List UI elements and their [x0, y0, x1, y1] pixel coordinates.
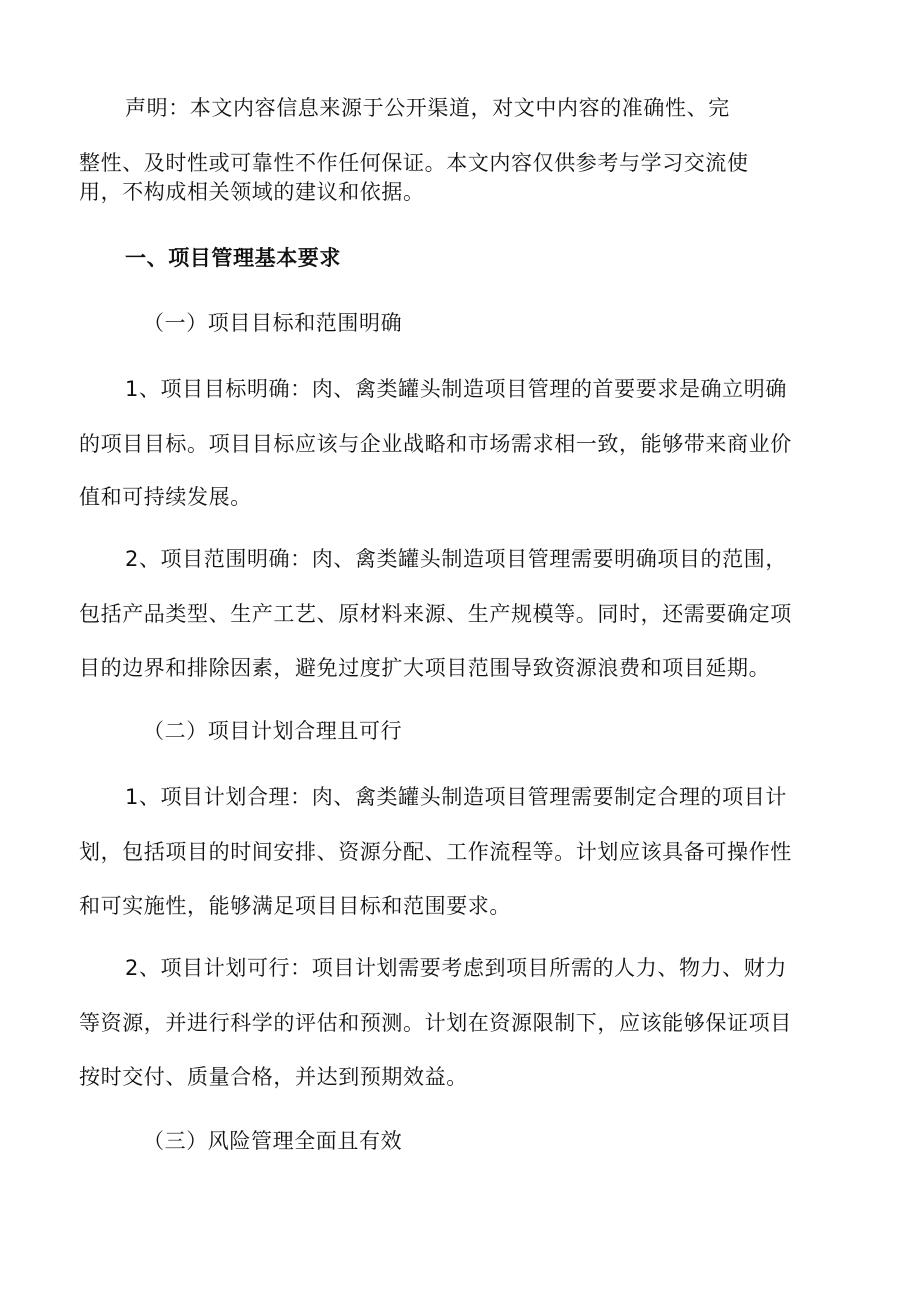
subsection-heading-1: （一）项目目标和范围明确 — [143, 311, 403, 335]
subsection-heading-2: （二）项目计划合理且可行 — [143, 719, 403, 743]
paragraph-4-line-2: 等资源，并进行科学的评估和预测。计划在资源限制下，应该能够保证项目 — [79, 1011, 792, 1035]
paragraph-2-line-2: 包括产品类型、生产工艺、原材料来源、生产规模等。同时，还需要确定项 — [79, 602, 792, 626]
disclaimer-line-2: 整性、及时性或可靠性不作任何保证。本文内容仅供参考与学习交流使 — [79, 151, 749, 175]
paragraph-2-line-3: 目的边界和排除因素，避免过度扩大项目范围导致资源浪费和项目延期。 — [79, 656, 771, 680]
disclaimer-line-3: 用，不构成相关领域的建议和依据。 — [79, 180, 425, 204]
paragraph-1-line-2: 的项目目标。项目目标应该与企业战略和市场需求相一致，能够带来商业价 — [79, 432, 792, 456]
paragraph-1-line-3: 值和可持续发展。 — [79, 485, 252, 509]
paragraph-4-line-3: 按时交付、质量合格，并达到预期效益。 — [79, 1065, 468, 1089]
paragraph-4-line-1: 2、项目计划可行：项目计划需要考虑到项目所需的人力、物力、财力 — [125, 956, 787, 980]
subsection-heading-3: （三）风险管理全面且有效 — [143, 1129, 403, 1153]
paragraph-3-line-1: 1、项目计划合理：肉、禽类罐头制造项目管理需要制定合理的项目计 — [125, 785, 787, 809]
disclaimer-line-1: 声明：本文内容信息来源于公开渠道，对文中内容的准确性、完 — [125, 96, 730, 120]
section-heading: 一、项目管理基本要求 — [125, 246, 341, 270]
paragraph-3-line-2: 划，包括项目的时间安排、资源分配、工作流程等。计划应该具备可操作性 — [79, 840, 792, 864]
paragraph-3-line-3: 和可实施性，能够满足项目目标和范围要求。 — [79, 894, 511, 918]
paragraph-1-line-1: 1、项目目标明确：肉、禽类罐头制造项目管理的首要要求是确立明确 — [125, 377, 787, 401]
paragraph-2-line-1: 2、项目范围明确：肉、禽类罐头制造项目管理需要明确项目的范围， — [125, 547, 787, 571]
